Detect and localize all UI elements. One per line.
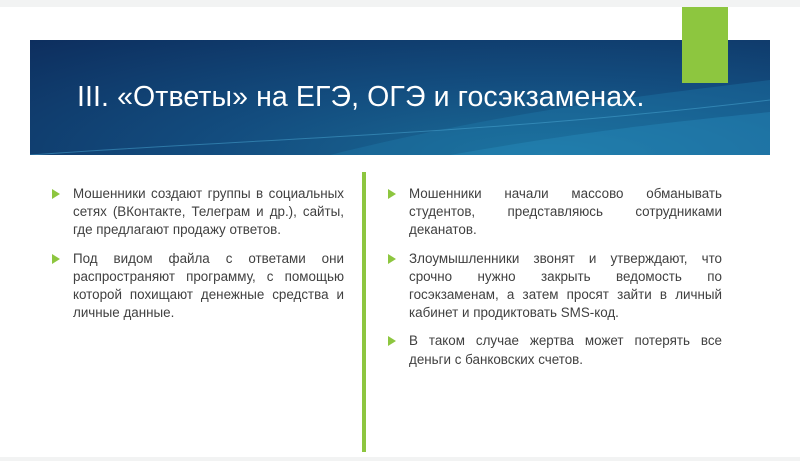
- list-item-text: Мошенники создают группы в социальных сетях (ВКонтакте, Телеграм и др.), сайты, где предлагают продажу ответов.: [73, 186, 344, 238]
- right-column: [388, 185, 722, 379]
- green-triangle-bullet-icon: [388, 189, 396, 199]
- list-item: [52, 185, 344, 240]
- right-bullet-list: [388, 185, 722, 369]
- list-item: [388, 332, 722, 368]
- list-item: [388, 185, 722, 240]
- slide: [0, 7, 800, 457]
- list-item-text: Злоумышленники звонят и утверждают, что срочно нужно закрыть ведомость по госэкзаменам, а затем просят зайти в личный кабинет и продиктовать SMS-код.: [409, 250, 722, 321]
- left-bullet-list: [52, 185, 344, 322]
- green-triangle-bullet-icon: [52, 189, 60, 199]
- list-item-text: Под видом файла с ответами они распространяют программу, с помощью которой похищают денежные средства и личные данные.: [73, 250, 344, 321]
- title-banner: [30, 40, 770, 155]
- accent-bar: [682, 7, 728, 83]
- list-item-text: В таком случае жертва может потерять все деньги с банковских счетов.: [409, 333, 722, 367]
- green-triangle-bullet-icon: [388, 254, 396, 264]
- list-item: [52, 250, 344, 323]
- green-triangle-bullet-icon: [52, 254, 60, 264]
- slide-title: III. «Ответы» на ЕГЭ, ОГЭ и госэкзаменах.: [77, 81, 645, 113]
- left-column: [52, 185, 344, 332]
- green-triangle-bullet-icon: [388, 336, 396, 346]
- list-item-text: Мошенники начали массово обманывать студентов, представляюсь сотрудниками деканатов.: [409, 186, 722, 238]
- column-divider: [362, 172, 366, 452]
- list-item: [388, 250, 722, 323]
